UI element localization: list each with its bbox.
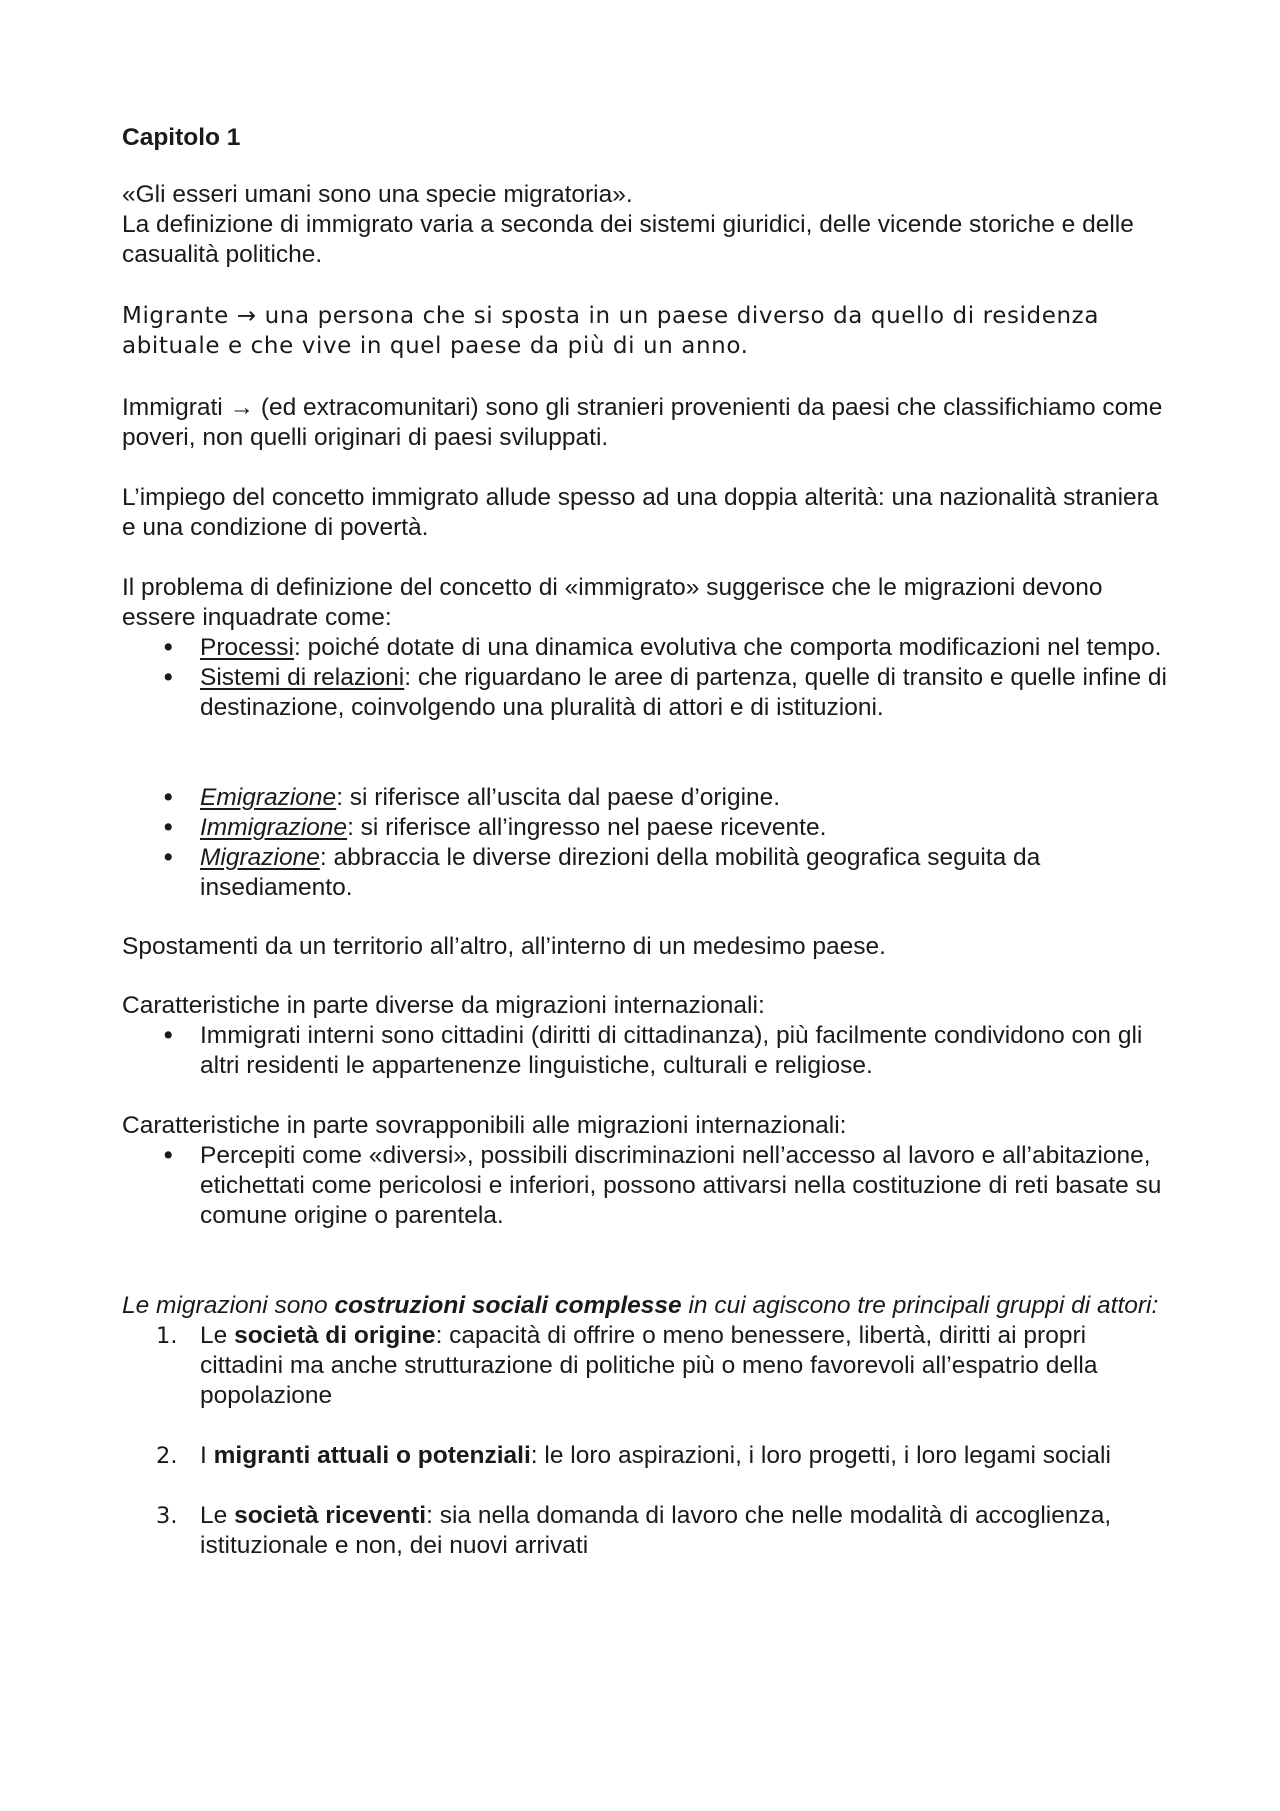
item-text: : sia nella domanda di lavoro che nelle modalità di accoglienza, istituzionale e non, dei nuovi arrivati bbox=[200, 1502, 1112, 1559]
item-text: : si riferisce all’uscita dal paese d’origine. bbox=[336, 784, 781, 811]
list-item bbox=[122, 1441, 1172, 1471]
item-term: Immigrazione bbox=[200, 814, 348, 841]
item-term: Migrazione bbox=[200, 844, 320, 871]
list-item: • Immigrati interni sono cittadini (diritti di cittadinanza), più facilmente condividono con gli altri residenti le appartenenze linguistiche, culturali e religiose. bbox=[122, 1021, 1172, 1081]
list-item bbox=[122, 1321, 1172, 1411]
item-pre: Le bbox=[200, 1502, 235, 1529]
list-item bbox=[122, 633, 1172, 663]
item-number: 1. bbox=[156, 1323, 178, 1349]
intro-definition: La definizione di immigrato varia a seconda dei sistemi giuridici, delle vicende storiche e delle casualità politiche. bbox=[122, 211, 1134, 268]
list-item bbox=[122, 783, 1172, 813]
sovrapponibili-heading: Caratteristiche in parte sovrapponibili alle migrazioni internazionali: bbox=[122, 1112, 847, 1139]
item-pre: Le bbox=[200, 1322, 235, 1349]
spostamenti-paragraph: Spostamenti da un territorio all’altro, all’interno di un medesimo paese. bbox=[122, 933, 886, 960]
list-item bbox=[122, 843, 1172, 903]
list-item bbox=[122, 1501, 1172, 1561]
diverse-heading: Caratteristiche in parte diverse da migrazioni internazionali: bbox=[122, 992, 765, 1019]
diverse-list bbox=[122, 1021, 1172, 1081]
costruzioni-section bbox=[122, 1291, 1172, 1561]
item-text: : si riferisce all’ingresso nel paese ricevente. bbox=[347, 814, 827, 841]
item-term: Emigrazione bbox=[200, 784, 337, 811]
costruzioni-intro bbox=[122, 1291, 1172, 1321]
item-text: : abbraccia le diverse direzioni della mobilità geografica seguita da insediamento. bbox=[200, 844, 1041, 901]
spacer bbox=[122, 1411, 1172, 1441]
item-bold: società riceventi bbox=[234, 1502, 427, 1529]
item-bold: migranti attuali o potenziali bbox=[213, 1442, 531, 1469]
intro-text-end: in cui agiscono tre principali gruppi di attori: bbox=[681, 1292, 1159, 1319]
item-number: 3. bbox=[156, 1503, 178, 1529]
impiego-paragraph: L’impiego del concetto immigrato allude spesso ad una doppia alterità: una nazionalità straniera e una condizione di povertà. bbox=[122, 484, 1159, 541]
list-item bbox=[122, 663, 1172, 723]
item-text: : le loro aspirazioni, i loro progetti, i loro legami sociali bbox=[530, 1442, 1111, 1469]
terms-section bbox=[122, 783, 1172, 903]
item-number: 2. bbox=[156, 1443, 178, 1469]
migrante-text: una persona che si sposta in un paese diverso da quello di residenza abituale e che vive in quel paese da più di un anno. bbox=[122, 303, 1100, 359]
problema-text: Il problema di definizione del concetto di «immigrato» suggerisce che le migrazioni devono essere inquadrate come: bbox=[122, 574, 1103, 631]
item-pre: I bbox=[200, 1442, 214, 1469]
intro-text: Le migrazioni sono bbox=[122, 1292, 335, 1319]
intro-block bbox=[122, 180, 1172, 270]
terms-list bbox=[122, 783, 1172, 903]
migrante-term: Migrante → bbox=[122, 303, 257, 329]
item-bold: società di origine bbox=[234, 1322, 436, 1349]
actors-list bbox=[122, 1321, 1172, 1561]
list-item bbox=[122, 813, 1172, 843]
sovrapponibili-list bbox=[122, 1141, 1172, 1231]
problema-section bbox=[122, 573, 1172, 723]
spacer bbox=[122, 1471, 1172, 1501]
sovrapponibili-section bbox=[122, 1111, 1172, 1231]
immigrati-definition: Immigrati → (ed extracomunitari) sono gli stranieri provenienti da paesi che classifichiamo come poveri, non quelli originari di paesi sviluppati. bbox=[122, 394, 1163, 451]
intro-quote: «Gli esseri umani sono una specie migratoria». bbox=[122, 181, 633, 208]
list-item: • Percepiti come «diversi», possibili discriminazioni nell’accesso al lavoro e all’abitazione, etichettati come pericolosi e inferiori, possono attivarsi nella costituzione di reti basate su comune origine o parentela. bbox=[122, 1141, 1172, 1231]
item-text: : capacità di offrire o meno benessere, libertà, diritti ai propri cittadini ma anche strutturazione di politiche più o meno favorevoli all’espatrio della popolazione bbox=[200, 1322, 1098, 1409]
intro-bold: costruzioni sociali complesse bbox=[334, 1292, 682, 1319]
item-text: : poiché dotate di una dinamica evolutiva che comporta modificazioni nel tempo. bbox=[293, 634, 1162, 661]
problema-list bbox=[122, 633, 1172, 723]
item-text: : che riguardano le aree di partenza, quelle di transito e quelle infine di destinazione, coinvolgendo una pluralità di attori e di istituzioni. bbox=[200, 664, 1167, 721]
chapter-title: Capitolo 1 bbox=[122, 124, 241, 151]
migrante-definition bbox=[122, 301, 1172, 361]
item-term: Sistemi di relazioni bbox=[200, 664, 405, 691]
item-term: Processi bbox=[200, 634, 294, 661]
diverse-section bbox=[122, 991, 1172, 1081]
